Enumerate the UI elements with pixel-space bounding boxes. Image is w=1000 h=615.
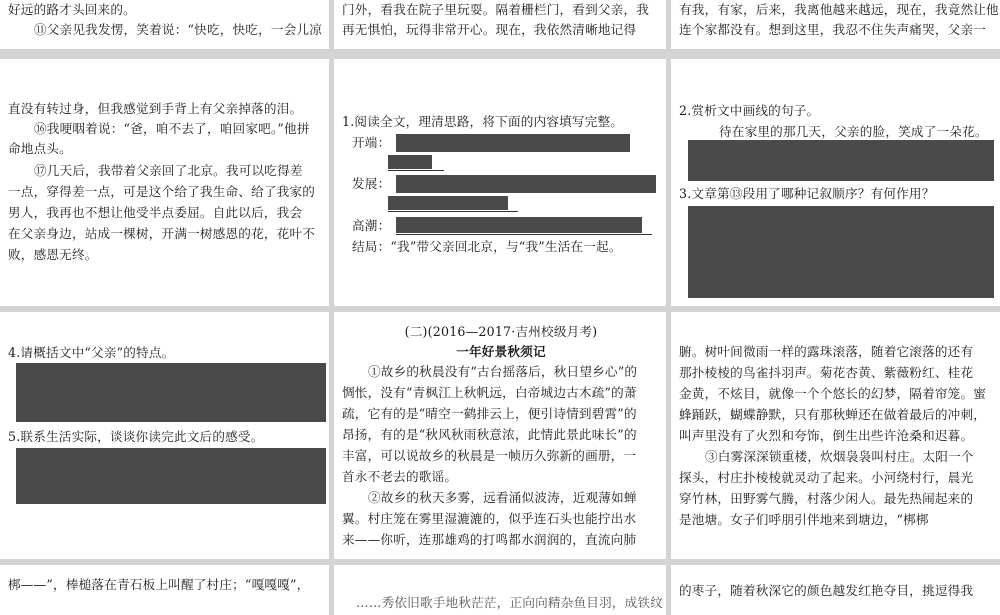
answer-mask-question-4	[16, 363, 326, 422]
question-4: 4.请概括文中“父亲”的特点。	[8, 345, 175, 360]
text-line: 穿竹林，田野雾气腾，村落少闲人。最先热闹起来的	[679, 491, 974, 506]
text-line: 疏，它有的是“晴空一鹤排云上，便引诗情到碧霄”的	[342, 406, 637, 421]
panel-reading-passage	[334, 312, 666, 559]
question-1: 1.阅读全文，理清思路，将下面的内容填写完整。	[342, 114, 624, 129]
answer-underline	[388, 211, 518, 212]
label-development: 发展：	[352, 176, 391, 191]
text-line: 有我，有家，后来，我离他越来越远，现在，我竟然让他	[679, 2, 999, 17]
text-line: 腑。树叶间微雨一样的露珠滚落，随着它滚落的还有	[679, 344, 974, 359]
label-climax: 高潮：	[352, 218, 391, 233]
text-line: 败，感恩无终。	[8, 247, 98, 262]
text-line: 好远的路才头回来的。	[8, 2, 136, 17]
label-ending: 结局：“我”带父亲回北京，与“我”生活在一起。	[352, 239, 622, 254]
text-line: 丰富，可以说故乡的秋晨是一帧历久弥新的画册，一	[342, 448, 637, 463]
answer-mask-question-2	[688, 140, 994, 181]
panel-top-right	[671, 0, 1000, 49]
panel-bottom-right	[671, 565, 1000, 615]
panel-bottom-middle	[334, 565, 666, 615]
section-heading: (二)(2016—2017·吉州校级月考)	[404, 324, 598, 339]
text-line: 门外，看我在院子里玩耍。隔着栅栏门，看到父亲，我	[342, 2, 650, 17]
answer-underline	[396, 234, 652, 235]
text-line: 是池塘。女子们呼朋引伴地来到塘边，“梆梆	[679, 512, 929, 527]
answer-mask-development	[396, 175, 656, 193]
text-line: ⑰几天后，我带着父亲回了北京。我可以吃得差	[34, 163, 303, 178]
passage-title: 一年好景秋须记	[456, 344, 546, 359]
question-5: 5.联系生活实际，谈谈你读完此文后的感受。	[8, 429, 264, 444]
panel-top-left	[0, 0, 329, 49]
text-line: ⑪父亲见我发愣，笑着说：“快吃，快吃，一会儿凉	[34, 22, 323, 37]
panel-questions-2-3	[671, 59, 1000, 306]
text-line: 昂扬，有的是“秋风秋雨秋意浓，此情此景此味长”的	[342, 427, 637, 442]
quoted-sentence: 待在家里的那几天，父亲的脸，笑成了一朵花。	[719, 124, 988, 139]
answer-mask-question-3	[688, 206, 994, 298]
panel-top-middle	[334, 0, 666, 49]
text-line: 叫声里没有了火烈和夸饰，倒生出些许沧桑和迟暮。	[679, 428, 974, 443]
text-line: 男人，我再也不想让他受半点委屈。自此以后，我会	[8, 205, 303, 220]
text-line: 在父亲身边，站成一棵树，开满一树感恩的花，花叶不	[8, 226, 316, 241]
answer-mask-development-2	[388, 196, 508, 210]
text-line: 梆——”，棒槌落在青石板上叫醒了村庄；“嘎嘎嘎”，	[8, 577, 310, 592]
text-line: 惆怅，没有“青枫江上秋帆远，白帝城边古木疏”的萧	[342, 385, 637, 400]
text-line: 金黄，不炫目，就像一个个悠长的幻梦，隔着帘笼。蜜	[679, 386, 987, 401]
text-line: 来——你听，连那雄鸡的打鸣都水润润的，直流向肺	[342, 532, 637, 547]
answer-mask-question-5	[16, 448, 326, 504]
answer-mask-start	[396, 134, 630, 152]
text-line: 命地点头。	[8, 141, 72, 156]
panel-questions-4-5	[0, 312, 329, 559]
text-line: ⑯我哽咽着说：“爸，咱不去了，咱回家吧。”他拼	[34, 121, 310, 136]
question-3: 3.文章第⑬段用了哪种记叙顺序？有何作用？	[679, 186, 935, 201]
text-line: ①故乡的秋晨没有“古台摇落后，秋日望乡心”的	[368, 364, 638, 379]
label-start: 开端：	[352, 135, 391, 150]
question-2: 2.赏析文中画线的句子。	[679, 103, 820, 118]
panel-bottom-left	[0, 565, 329, 615]
text-line: ……秀依旧歌手地秋茫茫，正向向精杂鱼目羽，成铁纹	[356, 595, 664, 610]
answer-mask-start-2	[388, 155, 432, 169]
text-line: 首永不老去的歌谣。	[342, 469, 458, 484]
text-line: 蜂踊跃，蝴蝶静默，只有那秋蝉还在做着最后的冲刺，	[679, 407, 987, 422]
text-line: 那扑棱棱的鸟雀抖羽声。菊花杏黄、紫薇粉红、桂花	[679, 365, 974, 380]
answer-mask-climax	[396, 217, 642, 233]
text-line: 的枣子，随着秋深它的颜色越发红艳夺目，挑逗得我	[679, 583, 974, 598]
text-line: 直没有转过身，但我感觉到手背上有父亲掉落的泪。	[8, 101, 303, 116]
text-line: ③白雾深深锁重楼，炊烟袅袅叫村庄。太阳一个	[705, 449, 974, 464]
text-line: 再无惧怕，玩得非常开心。现在，我依然清晰地记得	[342, 22, 637, 37]
text-line: ②故乡的秋天多雾，远看涌似波涛，近观薄如蝉	[368, 490, 637, 505]
panel-reading-continued	[671, 312, 1000, 559]
text-line: 一点，穿得差一点，可是这个给了我生命、给了我家的	[8, 184, 316, 199]
answer-underline	[388, 170, 444, 171]
panel-story-ending	[0, 59, 329, 306]
text-line: 连个家都没有。想到这里，我忍不住失声痛哭，父亲一	[679, 22, 987, 37]
text-line: 翼。村庄笼在雾里湿漉漉的，似乎连石头也能拧出水	[342, 511, 637, 526]
panel-question-1	[334, 59, 666, 306]
text-line: 探头，村庄扑棱棱就灵动了起来。小河绕村行，晨光	[679, 470, 974, 485]
